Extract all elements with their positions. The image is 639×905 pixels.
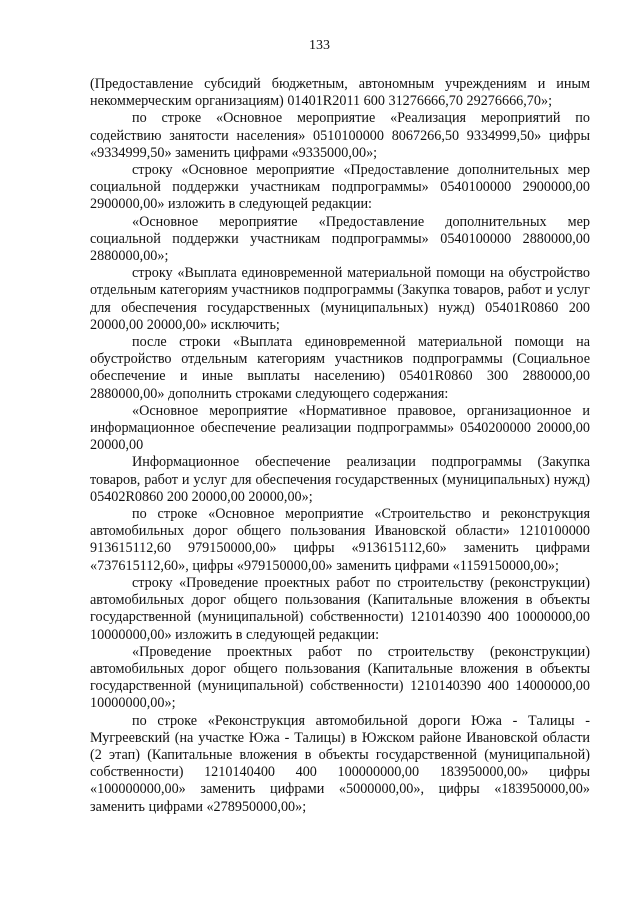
paragraph-lump-sum-exclude: строку «Выплата единовременной материальной помощи на обустройство отдельным категориям участников подпрограммы (Закупка товаров, работ и услуг для обеспечения государственных (муниципальных) нужд) 05401R0860 200 20000,00 20000,00» исключить; — [90, 265, 590, 333]
paragraph-subsidies-tail: (Предоставление субсидий бюджетным, автономным учреждениям и иным некоммерческим организациям) 01401R2011 600 31276666,70 29276666,70»; — [90, 76, 590, 110]
paragraph-design-works-old: строку «Проведение проектных работ по строительству (реконструкции) автомобильных дорог общего пользования (Капитальные вложения в объекты государственной (муниципальной) собственности) 1210140390 400 10000000,00 10000000,00» изложить в следующей редакции: — [90, 574, 590, 643]
paragraph-regulatory-support: «Основное мероприятие «Нормативное правовое, организационное и информационное обеспечение реализации подпрограммы» 0540200000 20000,00 20000,00 — [90, 402, 590, 454]
paragraph-additional-support-old: строку «Основное мероприятие «Предоставление дополнительных мер социальной поддержки участникам подпрограммы» 0540100000 2900000,00 2900000,00» изложить в следующей редакции: — [90, 162, 590, 213]
document-body — [90, 76, 590, 816]
paragraph-additional-support-new: «Основное мероприятие «Предоставление дополнительных мер социальной поддержки участникам подпрограммы» 0540100000 2880000,00 2880000,00»; — [90, 213, 590, 265]
paragraph-information-support: Информационное обеспечение реализации подпрограммы (Закупка товаров, работ и услуг для обеспечения государственных (муниципальных) нужд) 05402R0860 200 20000,00 20000,00»; — [90, 454, 590, 505]
paragraph-employment-assistance: по строке «Основное мероприятие «Реализация мероприятий по содействию занятости населения» 0510100000 8067266,50 9334999,50» цифры «9334999,50» заменить цифрами «9335000,00»; — [90, 110, 590, 161]
paragraph-lump-sum-supplement: после строки «Выплата единовременной материальной помощи на обустройство отдельным категориям участников подпрограммы (Социальное обеспечение и иные выплаты населению) 05401R0860 300 2880000,00 2880000,00» дополнить строками следующего содержания: — [90, 334, 590, 402]
paragraph-design-works-new: «Проведение проектных работ по строительству (реконструкции) автомобильных дорог общего пользования (Капитальные вложения в объекты государственной (муниципальной) собственности) 1210140390 400 14000000,00 10000000,00»; — [90, 643, 590, 712]
paragraph-road-construction: по строке «Основное мероприятие «Строительство и реконструкция автомобильных дорог общего пользования Ивановской области» 1210100000 913615112,60 979150000,00» цифры «913615112,60» заменить цифрами «737615112,60», цифры «979150000,00» заменить цифрами «1159150000,00»; — [90, 506, 590, 574]
page-number: 133 — [309, 38, 330, 53]
paragraph-road-reconstruction-yuzha: по строке «Реконструкция автомобильной дороги Южа - Талицы - Мугреевский (на участке Южа - Талицы) в Южском районе Ивановской области (2 этап) (Капитальные вложения в объекты государственной (муниципальной) собственности) 1210140400 400 100000000,00 183950000,00» цифры «100000000,00» заменить цифрами «5000000,00», цифры «183950000,00» заменить цифрами «278950000,00»; — [90, 712, 590, 815]
